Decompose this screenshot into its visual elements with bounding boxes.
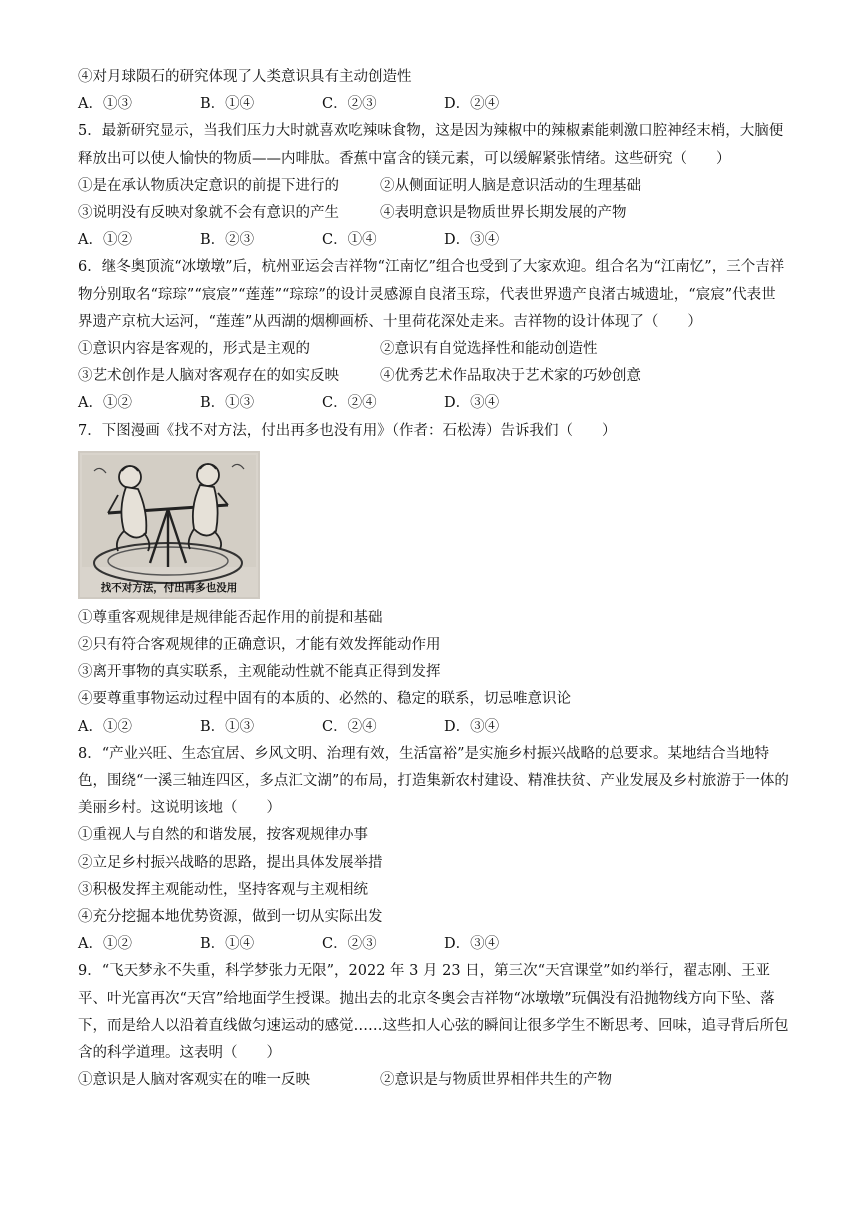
q7-stem: 7．下图漫画《找不对方法，付出再多也没有用》（作者：石松涛）告诉我们（ ）: [78, 422, 617, 439]
q6-statements-row-1: [78, 336, 790, 363]
q8-option-c[interactable]: C．②③: [322, 936, 377, 953]
q9-statement-1: ①意识是人脑对客观实在的唯一反映: [78, 1072, 310, 1089]
q4-option-a[interactable]: A．①③: [78, 96, 132, 113]
q5-option-b[interactable]: B．②③: [200, 232, 255, 249]
q8-statement-1: ①重视人与自然的和谐发展，按客观规律办事: [78, 827, 368, 844]
q7-option-c[interactable]: C．②④: [322, 718, 377, 735]
cartoon-caption: 找不对方法，付出再多也没用: [100, 581, 238, 594]
q5-statement-3: ③说明没有反映对象就不会有意识的产生: [78, 205, 339, 222]
q7-statement-3: ③离开事物的真实联系，主观能动性就不能真正得到发挥: [78, 664, 441, 681]
q8-statement-3: ③积极发挥主观能动性，坚持客观与主观相统: [78, 881, 368, 898]
q6-statements-row-2: [78, 363, 790, 390]
q6-option-a[interactable]: A．①②: [78, 395, 132, 412]
q4-option-d[interactable]: D．②④: [444, 96, 500, 113]
q8-option-b[interactable]: B．①④: [200, 936, 255, 953]
q5-statement-2: ②从侧面证明人脑是意识活动的生理基础: [380, 177, 641, 194]
q8-options: [78, 931, 790, 958]
q9-stem: 9．“飞天梦永不失重，科学梦张力无限”，2022 年 3 月 23 日，第三次“天宫课堂”如约举行，翟志刚、王亚平、叶光富再次“天宫”给地面学生授课。抛出去的北京冬奥会吉祥物“冰墩墩”玩偶没有沿抛物线方向下坠、落下，而是给人以沿着直线做匀速运动的感觉……这些扣人心弦的瞬间让很多学生不断思考、回味，追寻背后所包含的科学道理。这表明（ ）: [78, 963, 789, 1062]
q9-statements-row-1: [78, 1067, 790, 1094]
q7-option-d[interactable]: D．③④: [444, 718, 500, 735]
q6-option-b[interactable]: B．①③: [200, 395, 255, 412]
q7-statement-1: ①尊重客观规律是规律能否起作用的前提和基础: [78, 609, 383, 626]
q6-statement-4: ④优秀艺术作品取决于艺术家的巧妙创意: [380, 368, 641, 385]
q8-stem: 8．“产业兴旺、生态宜居、乡风文明、治理有效，生活富裕”是实施乡村振兴战略的总要求。某地结合当地特色，围绕“一溪三轴连四区，多点汇文湖”的布局，打造集新农村建设、精准扶贫、产业发展及乡村旅游于一体的美丽乡村。这说明该地（ ）: [78, 745, 789, 817]
q5-statement-1: ①是在承认物质决定意识的前提下进行的: [78, 177, 339, 194]
q6-statement-1: ①意识内容是客观的，形式是主观的: [78, 341, 310, 358]
q7-options: [78, 714, 790, 741]
cartoon-image: [78, 451, 260, 599]
q5-options: [78, 227, 790, 254]
q5-stem: 5．最新研究显示，当我们压力大时就喜欢吃辣味食物，这是因为辣椒中的辣椒素能刺激口腔神经末梢，大脑便释放出可以使人愉快的物质——内啡肽。香蕉中富含的镁元素，可以缓解紧张情绪。这些研究（ ）: [78, 123, 784, 167]
q6-options: [78, 390, 790, 417]
q6-statement-2: ②意识有自觉选择性和能动创造性: [380, 341, 598, 358]
q5-statement-4: ④表明意识是物质世界长期发展的产物: [380, 205, 627, 222]
q4-statement-4: ④对月球陨石的研究体现了人类意识具有主动创造性: [78, 69, 412, 85]
q4-option-c[interactable]: C．②③: [322, 96, 377, 113]
q8-statement-2: ②立足乡村振兴战略的思路，提出具体发展举措: [78, 854, 383, 871]
q5-option-a[interactable]: A．①②: [78, 232, 132, 249]
q4-option-b[interactable]: B．①④: [200, 96, 255, 113]
q9-statement-2: ②意识是与物质世界相伴共生的产物: [380, 1072, 612, 1089]
exam-page: [78, 64, 790, 1095]
q6-stem: 6．继冬奥顶流“冰墩墩”后，杭州亚运会吉祥物“江南忆”组合也受到了大家欢迎。组合名为“江南忆”，三个吉祥物分别取名“琮琮”“宸宸”“莲莲”“琮琮”的设计灵感源自良渚玉琮，代表世界遗产良渚古城遗址，“宸宸”代表世界遗产京杭大运河，“莲莲”从西湖的烟柳画桥、十里荷花深处走来。吉祥物的设计体现了（ ）: [78, 259, 785, 330]
q7-option-b[interactable]: B．①③: [200, 718, 255, 735]
q7-option-a[interactable]: A．①②: [78, 718, 132, 735]
q5-option-c[interactable]: C．①④: [322, 232, 377, 249]
q6-option-c[interactable]: C．②④: [322, 395, 377, 412]
q6-statement-3: ③艺术创作是人脑对客观存在的如实反映: [78, 368, 339, 385]
q7-cartoon: [78, 451, 260, 599]
q8-option-a[interactable]: A．①②: [78, 936, 132, 953]
q6-option-d[interactable]: D．③④: [444, 395, 500, 412]
q5-option-d[interactable]: D．③④: [444, 232, 500, 249]
q4-options: [78, 91, 790, 118]
q8-option-d[interactable]: D．③④: [444, 936, 500, 953]
q8-statement-4: ④充分挖掘本地优势资源，做到一切从实际出发: [78, 909, 383, 926]
q5-statements-row-2: [78, 200, 790, 227]
q7-statement-4: ④要尊重事物运动过程中固有的本质的、必然的、稳定的联系，切忌唯意识论: [78, 691, 571, 708]
q7-statement-2: ②只有符合客观规律的正确意识，才能有效发挥能动作用: [78, 637, 441, 654]
q5-statements-row-1: [78, 173, 790, 200]
